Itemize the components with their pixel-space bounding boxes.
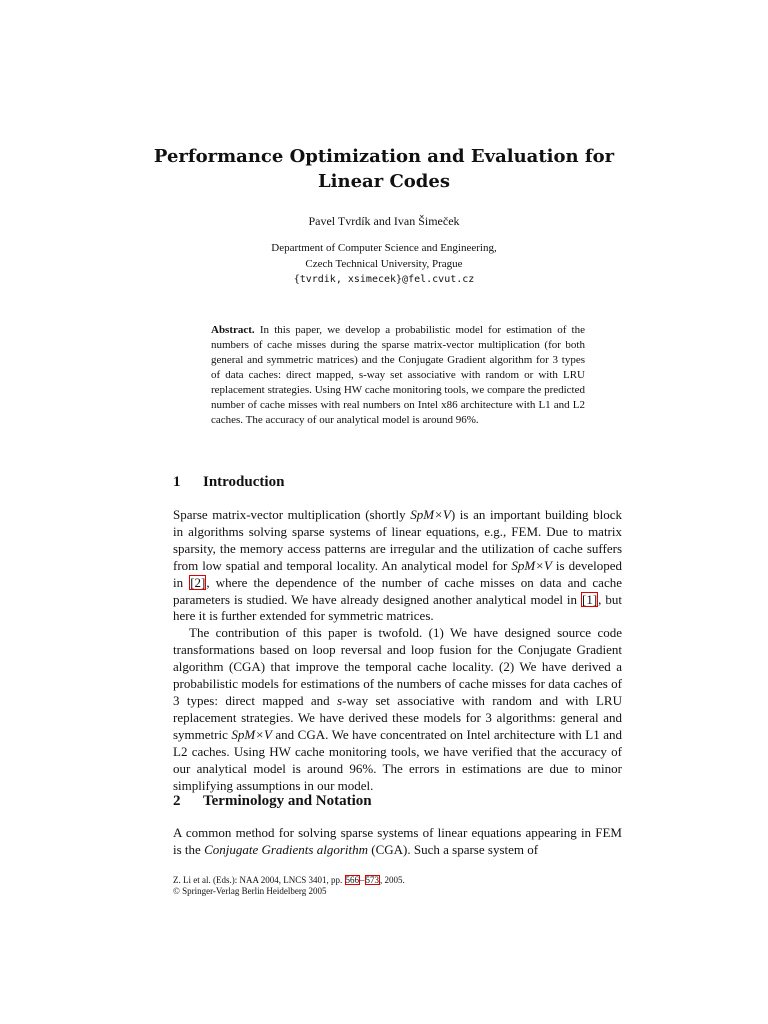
section-title: Terminology and Notation <box>203 793 372 809</box>
text-run: and CGA. We have concentrated on Intel architecture with L1 and L2 caches. Using HW cache monitoring tools, we have verified that the accuracy of our analytical model is around 96%. The errors in estimations are due to minor simplifying assumptions in our model. <box>173 726 622 793</box>
citation-link-1[interactable]: [1] <box>582 591 598 607</box>
section-heading-terminology <box>173 793 372 810</box>
terminology-body <box>173 825 622 859</box>
abstract-text: In this paper, we develop a probabilistic model for estimation of the numbers of cache misses during the sparse matrix-vector multiplication (for both general and symmetric matrices) and the Conjugate Gradient algorithm for 3 types of data caches: direct mapped, s-way set associative with random or with LRU replacement strategies. Using HW cache monitoring tools, we compare the predicted number of cache misses with real numbers on Intel x86 architecture with L1 and L2 caches. The accuracy of our analytical model is around 96%. <box>211 324 585 426</box>
abstract <box>211 323 585 428</box>
text-run: – <box>360 875 365 885</box>
text-run: A common method for solving sparse systems of linear equations appearing in FEM is the <box>173 825 622 857</box>
page-end-link[interactable]: 573 <box>365 875 379 885</box>
text-run: , where the dependence of the number of cache misses on data and cache parameters is studied. We have already designed another analytical model in <box>173 574 622 607</box>
math-spmv: SpM×V <box>231 726 272 742</box>
text-run: , 2005. <box>380 875 405 885</box>
text-run: Sparse matrix-vector multiplication (shortly <box>173 507 411 522</box>
footer <box>173 875 622 897</box>
footer-copyright: © Springer-Verlag Berlin Heidelberg 2005 <box>173 886 327 896</box>
affiliation-line-2: Czech Technical University, Prague <box>305 258 463 270</box>
title-line-2: Linear Codes <box>318 171 450 192</box>
math-spmv: SpM×V <box>410 507 451 522</box>
math-s: s <box>337 692 343 708</box>
affiliation <box>150 240 618 288</box>
section-number: 2 <box>173 793 181 809</box>
page-start-link[interactable]: 566 <box>345 875 359 885</box>
math-spmv: SpM×V <box>511 557 552 573</box>
text-run: -way set associative with random and with LRU replacement strategies. We have derived these models for 3 algorithms: general and symmetric <box>173 692 622 742</box>
paragraph <box>173 625 622 794</box>
affiliation-line-1: Department of Computer Science and Engineering, <box>271 242 497 254</box>
emphasis: Conjugate Gradients algorithm <box>204 841 369 857</box>
section-heading-introduction <box>173 474 284 491</box>
footer-citation <box>173 875 622 886</box>
introduction-body <box>173 507 622 794</box>
section-title: Introduction <box>203 474 285 490</box>
text-run: , but here it is further extended for symmetric matrices. <box>173 591 622 624</box>
title-line-1: Performance Optimization and Evaluation for <box>153 146 615 167</box>
email: {tvrdik, xsimecek}@fel.cvut.cz <box>293 274 475 285</box>
text-run: The contribution of this paper is twofold. (1) We have designed source code transformations based on loop reversal and loop fusion for the Conjugate Gradient algorithm (CGA) that improve the temporal cache locality. (2) We have derived a probabilistic models for estimations of the numbers of cache misses for data caches of 3 types: direct mapped and <box>173 625 622 708</box>
paragraph <box>173 507 622 625</box>
text-run: is developed in <box>173 557 622 590</box>
text-run: Z. Li et al. (Eds.): NAA 2004, LNCS 3401, pp. <box>173 875 345 885</box>
paper-title <box>150 144 618 194</box>
section-number: 1 <box>173 474 181 490</box>
text-run: (CGA). Such a sparse system of <box>368 841 539 857</box>
citation-link-2[interactable]: [2] <box>190 574 206 590</box>
abstract-label: Abstract. <box>211 324 255 336</box>
paragraph <box>173 825 622 859</box>
text-run: ) is an important building block in algorithms solving sparse systems of linear equations, e.g., FEM. Due to matrix sparsity, the memory access patterns are irregular and the utilization of cache suffers from low spatial and temporal locality. An analytical model for <box>173 507 622 573</box>
authors: Pavel Tvrdík and Ivan Šimeček <box>308 214 460 228</box>
